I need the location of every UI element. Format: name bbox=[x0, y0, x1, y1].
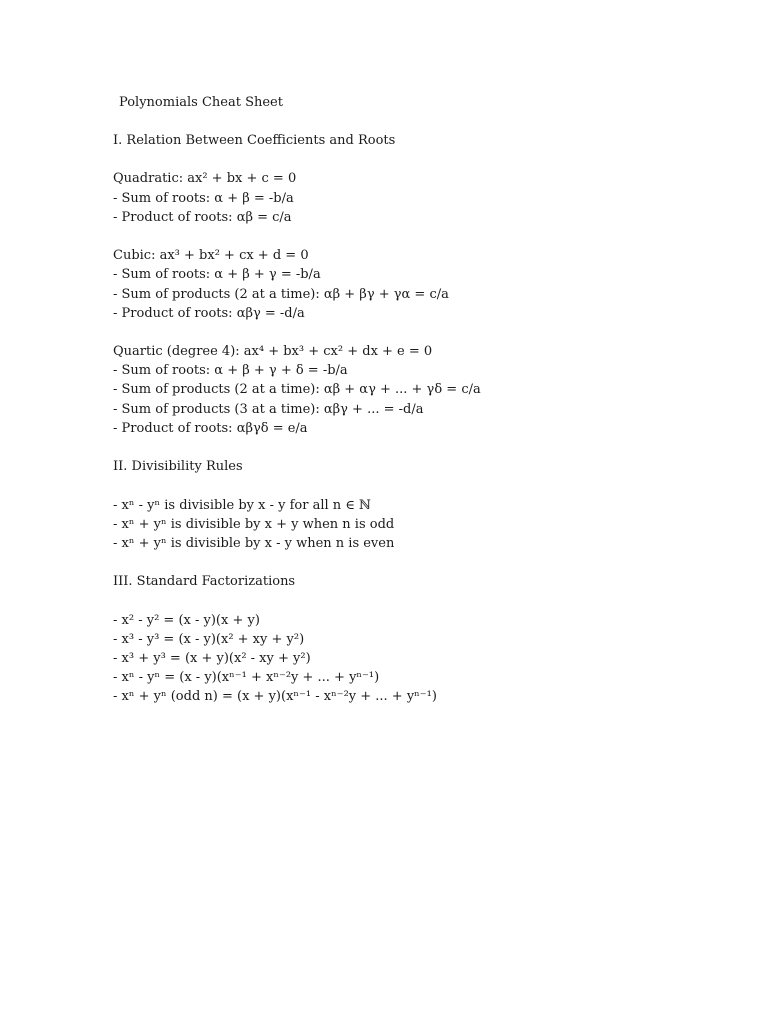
spacer bbox=[113, 227, 713, 246]
cubic-equation: Cubic: ax³ + bx² + cx + d = 0 bbox=[113, 248, 309, 264]
rule-line: - xⁿ - yⁿ is divisible by x - y for all n ∈ ℕ bbox=[113, 497, 371, 513]
quadratic-equation: Quadratic: ax² + bx + c = 0 bbox=[113, 171, 297, 187]
spacer bbox=[113, 592, 713, 611]
spacer bbox=[113, 150, 713, 169]
spacer bbox=[113, 553, 713, 572]
section-heading: III. Standard Factorizations bbox=[113, 574, 296, 590]
spacer bbox=[113, 438, 713, 457]
formula-line: - Product of roots: αβγ = -d/a bbox=[113, 305, 305, 321]
formula-line: - Sum of products (2 at a time): αβ + βγ + γα = c/a bbox=[113, 286, 449, 302]
factorization-line: - xⁿ + yⁿ (odd n) = (x + y)(xⁿ⁻¹ - xⁿ⁻²y + ... + yⁿ⁻¹) bbox=[113, 689, 437, 705]
spacer bbox=[113, 323, 713, 342]
formula-line: - Product of roots: αβγδ = e/a bbox=[113, 420, 308, 436]
formula-line: - Sum of products (3 at a time): αβγ + ... = -d/a bbox=[113, 401, 424, 417]
rule-line: - xⁿ + yⁿ is divisible by x - y when n is even bbox=[113, 535, 395, 551]
spacer bbox=[113, 476, 713, 495]
factorization-line: - x³ + y³ = (x + y)(x² - xy + y²) bbox=[113, 651, 311, 667]
formula-line: - Sum of roots: α + β + γ = -b/a bbox=[113, 267, 321, 283]
quartic-equation: Quartic (degree 4): ax⁴ + bx³ + cx² + dx + e = 0 bbox=[113, 344, 433, 360]
formula-line: - Sum of roots: α + β = -b/a bbox=[113, 190, 294, 206]
factorization-line: - xⁿ - yⁿ = (x - y)(xⁿ⁻¹ + xⁿ⁻²y + ... + yⁿ⁻¹) bbox=[113, 670, 380, 686]
formula-line: - Product of roots: αβ = c/a bbox=[113, 209, 292, 225]
rule-line: - xⁿ + yⁿ is divisible by x + y when n is odd bbox=[113, 516, 395, 532]
document-body bbox=[113, 131, 713, 707]
section-heading: II. Divisibility Rules bbox=[113, 459, 243, 475]
factorization-line: - x² - y² = (x - y)(x + y) bbox=[113, 612, 260, 628]
document-title: Polynomials Cheat Sheet bbox=[119, 95, 283, 110]
formula-line: - Sum of products (2 at a time): αβ + αγ + ... + γδ = c/a bbox=[113, 382, 481, 398]
factorization-line: - x³ - y³ = (x - y)(x² + xy + y²) bbox=[113, 631, 305, 647]
section-heading: I. Relation Between Coefficients and Roots bbox=[113, 133, 396, 148]
formula-line: - Sum of roots: α + β + γ + δ = -b/a bbox=[113, 363, 348, 379]
